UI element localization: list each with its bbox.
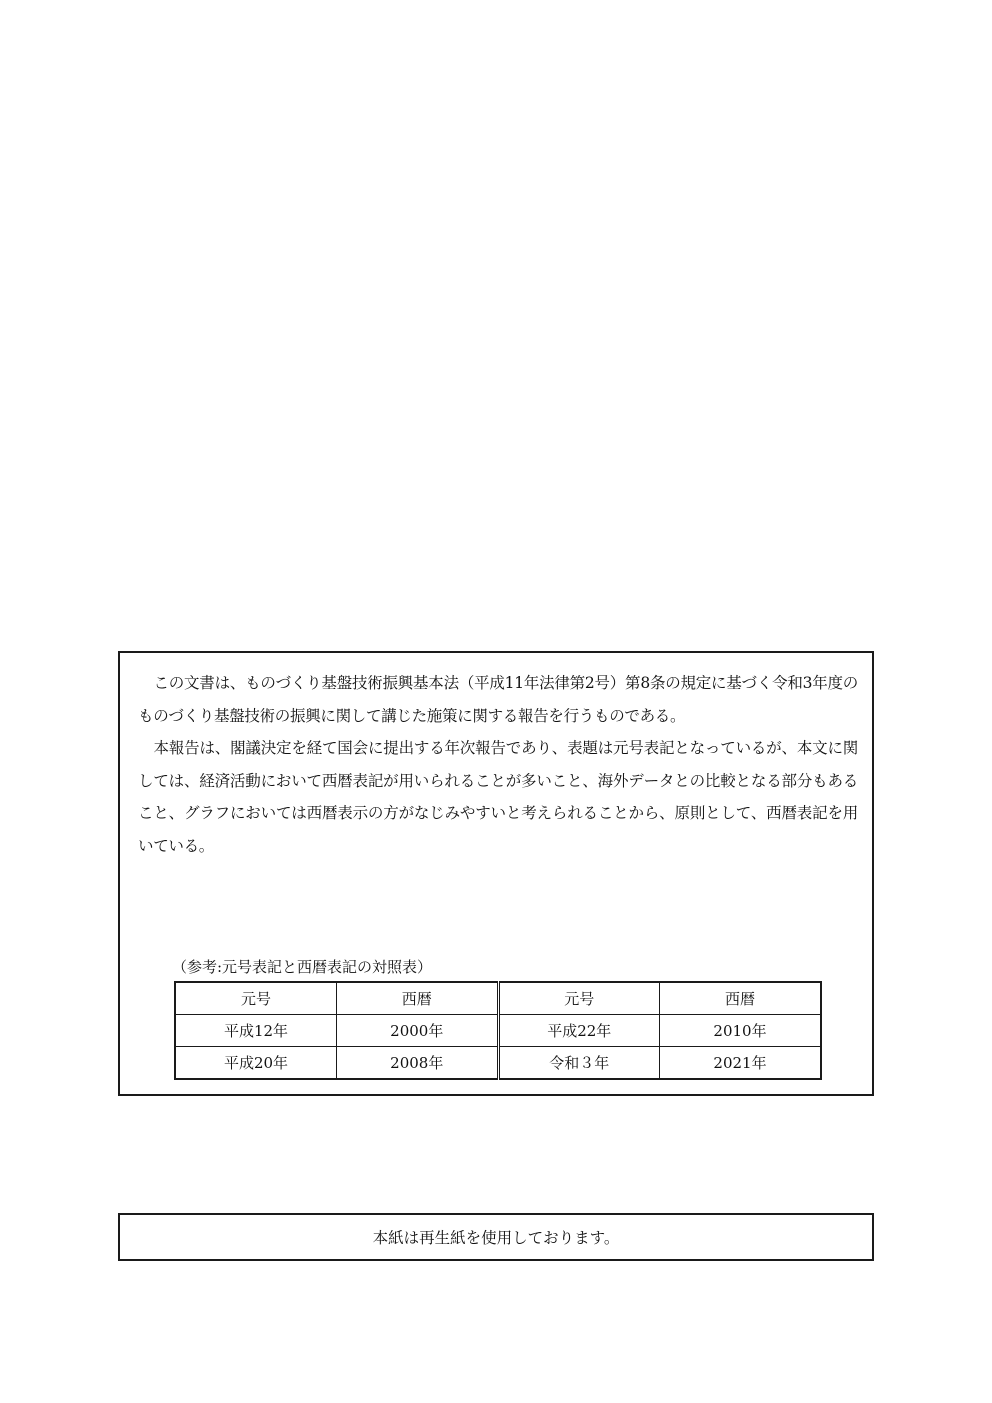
table-cell: 平成22年 — [498, 1015, 660, 1047]
era-conversion-table — [174, 981, 822, 1080]
recycled-paper-text: 本紙は再生紙を使用しております。 — [372, 1229, 620, 1247]
header-year-2: 西暦 — [660, 982, 822, 1015]
header-era-1: 元号 — [175, 982, 337, 1015]
header-era-2: 元号 — [498, 982, 660, 1015]
table-cell: 2000年 — [337, 1015, 499, 1047]
table-header-row — [175, 982, 821, 1015]
table-caption: （参考:元号表記と西暦表記の対照表） — [172, 958, 433, 976]
table-cell: 2021年 — [660, 1047, 822, 1080]
notice-text — [138, 667, 858, 862]
header-year-1: 西暦 — [337, 982, 499, 1015]
notice-paragraph-1: この文書は、ものづくり基盤技術振興基本法（平成11年法律第2号）第8条の規定に基づく令和3年度のものづくり基盤技術の振興に関して講じた施策に関する報告を行うものである。 — [138, 674, 858, 725]
recycled-paper-notice — [118, 1213, 874, 1261]
table-cell: 2008年 — [337, 1047, 499, 1080]
table-row — [175, 1015, 821, 1047]
table-cell: 平成12年 — [175, 1015, 337, 1047]
notice-paragraph-2: 本報告は、閣議決定を経て国会に提出する年次報告であり、表題は元号表記となっているが、本文に関しては、経済活動において西暦表記が用いられることが多いこと、海外データとの比較となる部分もあること、グラフにおいては西暦表示の方がなじみやすいと考えられることから、原則として、西暦表記を用いている。 — [138, 739, 858, 855]
table-cell: 平成20年 — [175, 1047, 337, 1080]
table-row — [175, 1047, 821, 1080]
notice-box — [118, 651, 874, 1096]
table-cell: 令和３年 — [498, 1047, 660, 1080]
table-cell: 2010年 — [660, 1015, 822, 1047]
